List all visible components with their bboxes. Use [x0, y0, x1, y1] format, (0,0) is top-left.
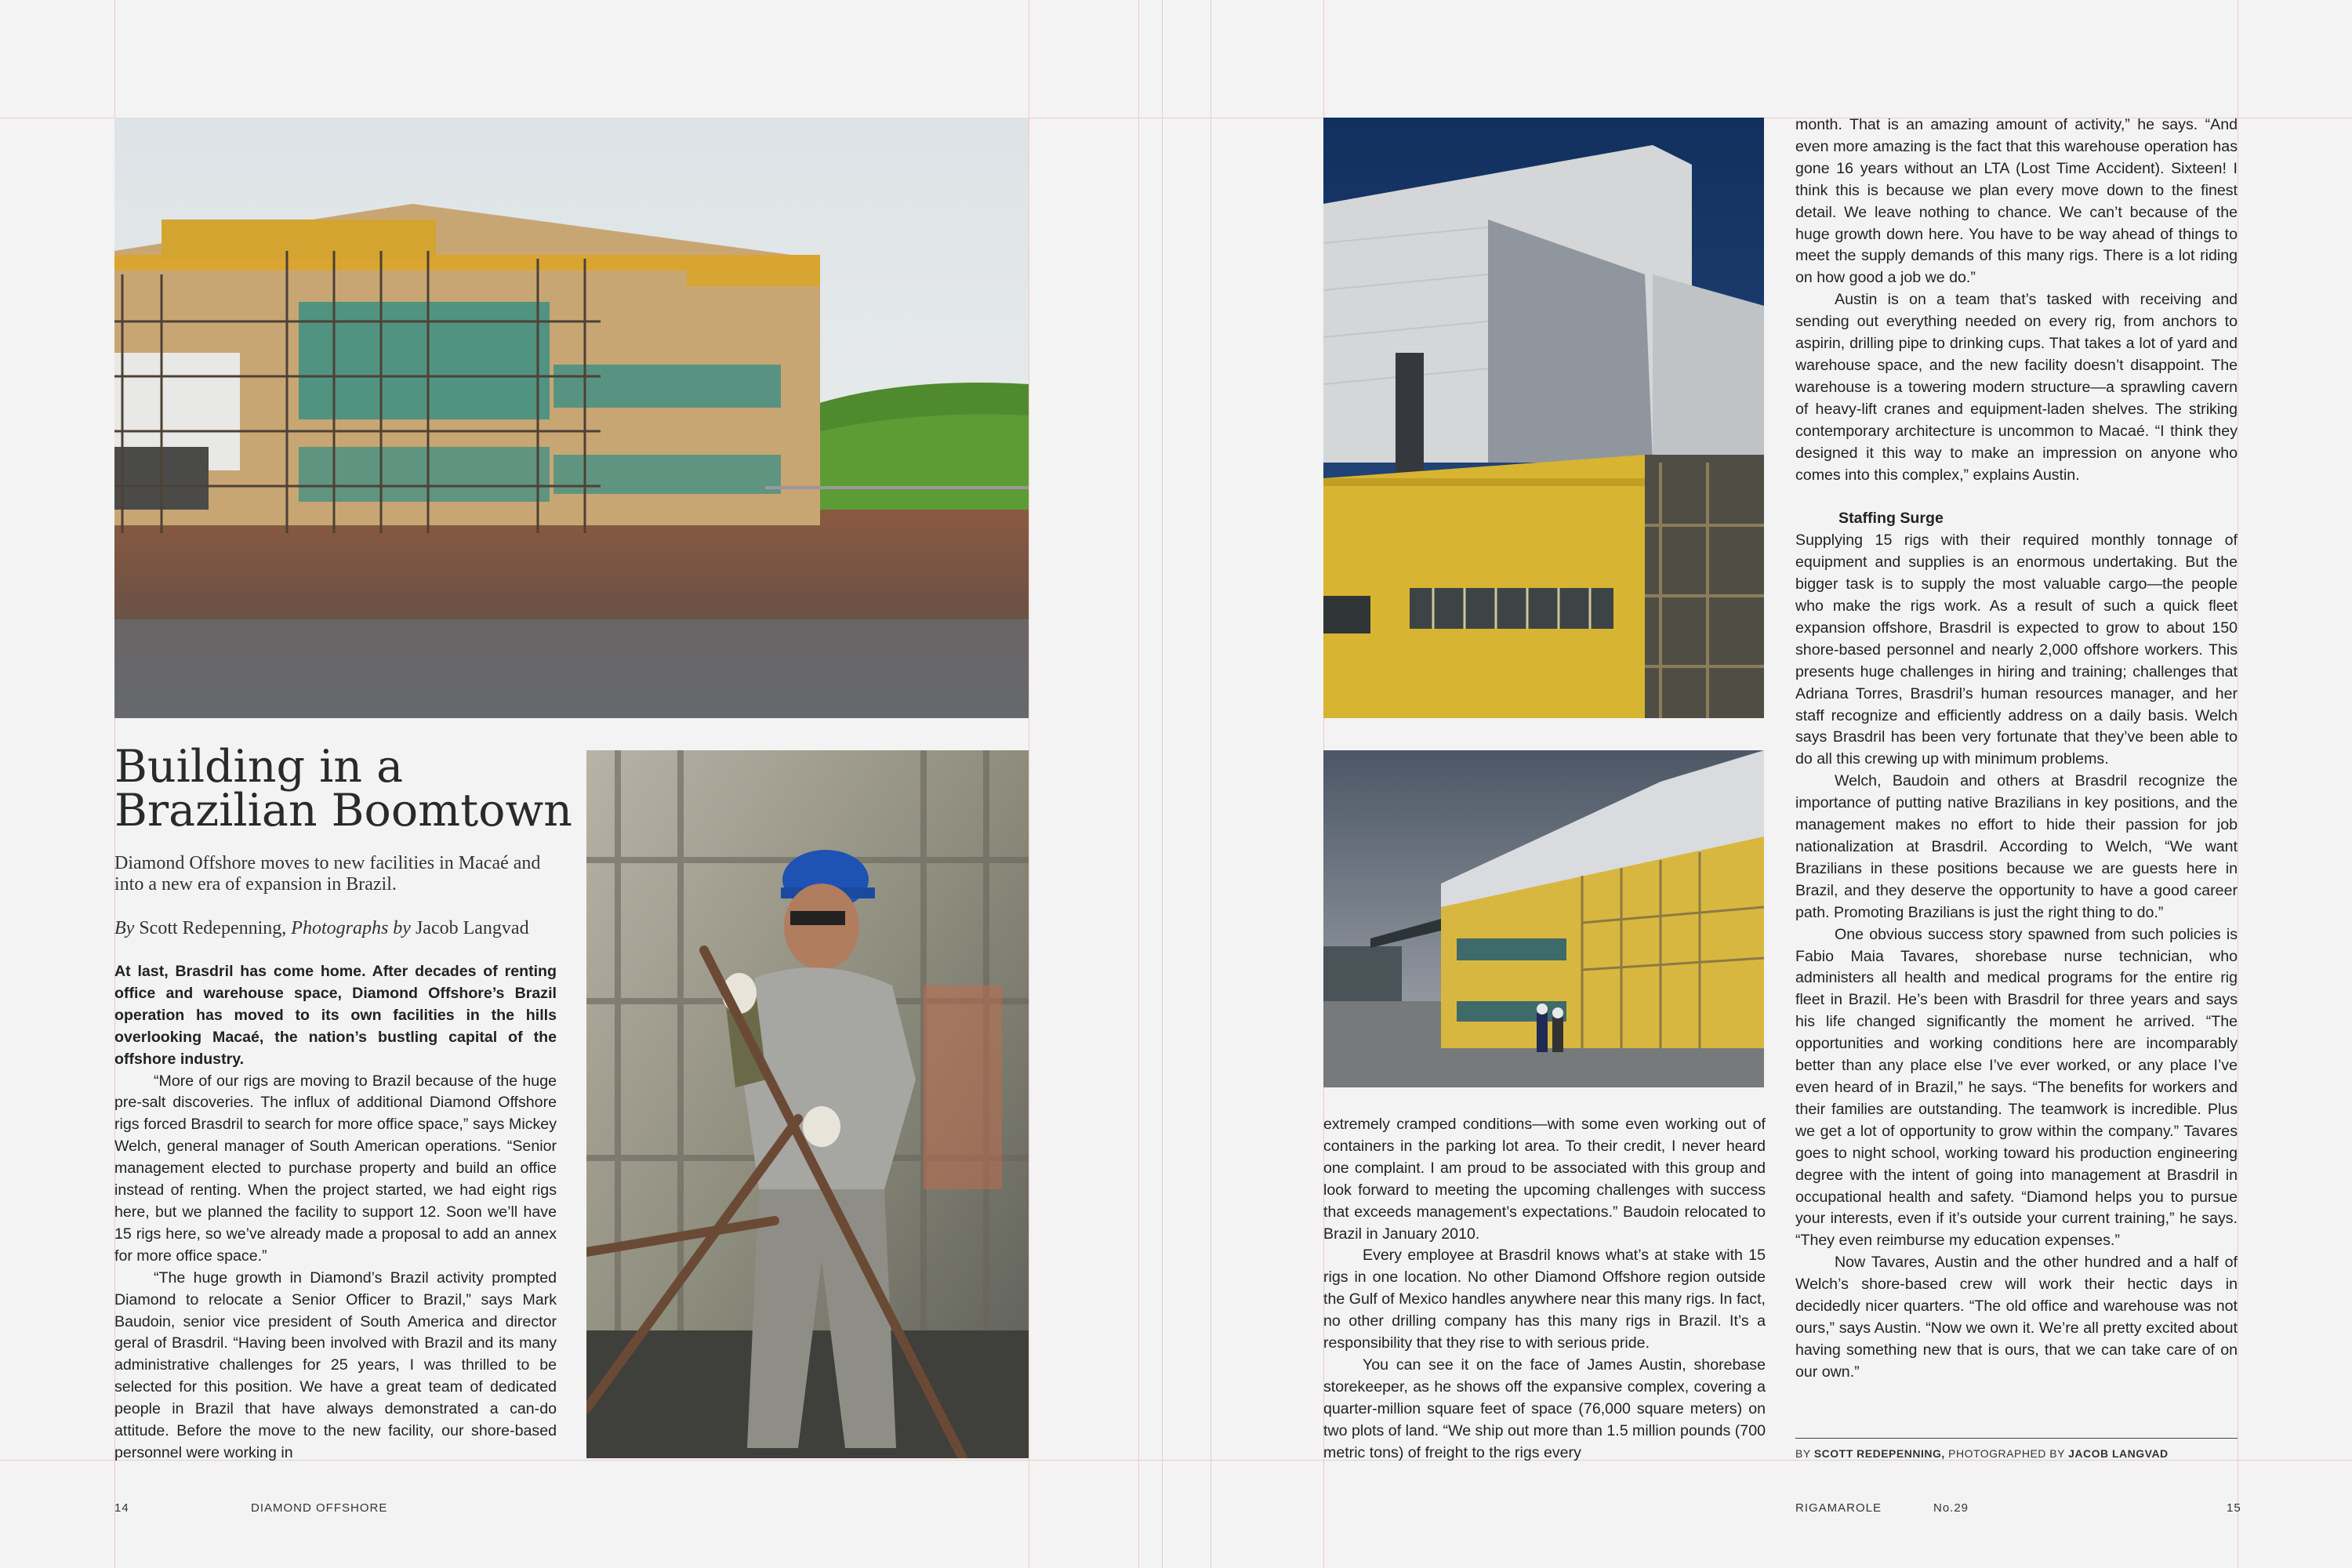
byline-author: Scott Redepenning, [139, 918, 287, 938]
article-title [114, 741, 585, 837]
byline-photos-label: Photographs by [291, 918, 411, 938]
credit-photographer: JACOB LANGVAD [2068, 1447, 2169, 1460]
article-credit [1795, 1447, 2169, 1460]
section-subhead: Staffing Surge [1838, 510, 1944, 528]
credit-rule [1795, 1438, 2238, 1439]
folio-magazine-name: RIGAMAROLE [1795, 1501, 1882, 1515]
body-paragraph: extremely cramped conditions—with some even working out of containers in the parking lot area. To their credit, I never heard one complaint. I am proud to be associated with this group and look forward to meeting the upcoming challenges with success that exceeds management’s expectations.” Baudoin relocated to Brazil in January 2010. [1323, 1116, 1766, 1243]
body-paragraph: Welch, Baudoin and others at Brasdril recognize the importance of putting native Brazilians in key positions, and the management makes no effort to hide their passion for job nationalization at Brasdril. According to Welch, “We want Brazilians in these positions because we are guests here in Brazil, and they deserve the opportunity to have a good career path. Promoting Brazilians is just the right thing to do.” [1795, 772, 2238, 921]
body-paragraph: One obvious success story spawned from such policies is Fabio Maia Tavares, shorebase nurse technician, who administers all health and medical programs for the entire rig fleet in Brazil. He’s been with Brasdril for three years and says his life changed significantly the moment he arrived. “The opportunities and working conditions here are incomparably better than any place else I’ve ever worked, or any place I’ve even heard of in Brazil,” he says. “The benefits for workers and their families are outstanding. The teamwork is incredible. Plus we get a lot of opportunity to grow within the company.” Tavares goes to night school, working toward his production engineering degree with the intent of going into management at Brasdril in occupational health and safety. “Diamond helps you to pursue your interests, even if it’s outside your current training,” he says. “They even reimburse my education expenses.” [1795, 925, 2238, 1250]
folio-issue-number: No.29 [1933, 1501, 1969, 1515]
guide-line [1162, 0, 1163, 1568]
body-paragraph: “More of our rigs are moving to Brazil because of the huge pre-salt discoveries. The influx of additional Diamond Offshore rigs forced Brasdril to search for more office space,” says Mickey Welch, general manager of South American operations. “Senior management elected to purchase property and build an office instead of renting. When the project started, we had eight rigs here, but we planned the facility to support 12. Soon we’ll have 15 rigs here, so we’ve already made a proposal to add an annex for more office space.” [114, 1072, 557, 1265]
body-column-left [114, 961, 557, 1465]
body-column-middle [1323, 1114, 1766, 1465]
guide-line [1210, 0, 1211, 1568]
guide-line [1138, 0, 1139, 1568]
body-paragraph: Austin is on a team that’s tasked with receiving and sending out everything needed on every rig, from anchors to aspirin, drilling pipe to drinking cups. That takes a lot of yard and warehouse space, and the new facility doesn’t disappoint. The warehouse is a towering modern structure—a sprawling cavern of heavy-lift cranes and equipment-laden shelves. The striking contemporary architecture is uncommon to Macaé. “I think they designed it this way to make an impression on anyone who comes into this complex,” explains Austin. [1795, 291, 2238, 484]
credit-author: SCOTT REDEPENNING, [1813, 1447, 1945, 1460]
body-paragraph: Now Tavares, Austin and the other hundred and a half of Welch’s shore-based crew will work their hectic days in decidedly nicer quarters. “The old office and warehouse was not ours,” says Austin. “Now we own it. We’re all pretty excited about having something new that is ours, that we can take care of on our own.” [1795, 1254, 2238, 1381]
title-line-2: Brazilian Boomtown [114, 785, 572, 837]
folio-page-number-left: 14 [114, 1501, 129, 1515]
title-line-1: Building in a [114, 741, 404, 793]
photo-office-building-construction [114, 118, 1029, 718]
byline-by: By [114, 918, 135, 938]
lead-paragraph: At last, Brasdril has come home. After decades of renting office and warehouse space, Diamond Offshore’s Brazil operation has moved to its own facilities in the hills overlooking Macaé, the nation’s bustling capital of the offshore industry. [114, 963, 557, 1068]
photo-warehouse-exterior-walkers [1323, 750, 1764, 1087]
body-column-right [1795, 114, 2238, 1384]
photo-construction-worker [586, 750, 1029, 1458]
byline-photographer: Jacob Langvad [415, 918, 529, 938]
article-byline [114, 917, 561, 939]
folio-publication-name: DIAMOND OFFSHORE [251, 1501, 388, 1515]
photo-warehouse-facade [1323, 118, 1764, 718]
body-paragraph: month. That is an amazing amount of activity,” he says. “And even more amazing is the fact that this warehouse operation has gone 16 years without an LTA (Lost Time Accident). Sixteen! I think this is because we plan every move down to the finest detail. We leave nothing to chance. We can’t because of the huge growth down here. You have to be way ahead of things to meet the supply demands of this many rigs. There is a lot riding on how good a job we do.” [1795, 116, 2238, 287]
body-paragraph: Supplying 15 rigs with their required monthly tonnage of equipment and supplies is an enormous undertaking. But the bigger task is to supply the most valuable cargo—the people who make the rigs work. As a result of such a quick fleet expansion offshore, Brasdril is expected to grow to about 150 shore-based personnel and nearly 2,000 offshore workers. This presents huge challenges in hiring and training; challenges that Adriana Torres, Brasdril’s human resources manager, and her staff recognize and efficiently address on a daily basis. Welch says Brasdril has been very fortunate that they’ve been able to do all this crewing up with minimum problems. [1795, 532, 2238, 768]
credit-by: BY [1795, 1447, 1811, 1460]
article-dek: Diamond Offshore moves to new facilities in Macaé and into a new era of expansion in Brazil. [114, 853, 541, 895]
folio-page-number-right: 15 [2227, 1501, 2241, 1515]
body-paragraph: Every employee at Brasdril knows what’s at stake with 15 rigs in one location. No other Diamond Offshore region outside the Gulf of Mexico handles anywhere near this many rigs. In fact, no other drilling company has this many rigs in Brazil. It’s a responsibility that they rise to with serious pride. [1323, 1247, 1766, 1352]
body-paragraph: “The huge growth in Diamond’s Brazil activity prompted Diamond to relocate a Senior Officer to Brazil,” says Mark Baudoin, senior vice president of South America and director geral of Brasdril. “Having been involved with Brazil and its many administrative challenges for 25 years, I was thrilled to be selected for this position. We have a great team of dedicated people in Brazil that have always demonstrated a can-do attitude. Before the move to the new facility, our shore-based personnel were working in [114, 1269, 557, 1461]
credit-photo-label: PHOTOGRAPHED BY [1948, 1447, 2065, 1460]
body-paragraph: You can see it on the face of James Austin, shorebase storekeeper, as he shows off the expansive complex, covering a quarter-million square feet of space (76,000 square meters) on two plots of land. “We ship out more than 1.5 million pounds (700 metric tons) of freight to the rigs every [1323, 1356, 1766, 1461]
